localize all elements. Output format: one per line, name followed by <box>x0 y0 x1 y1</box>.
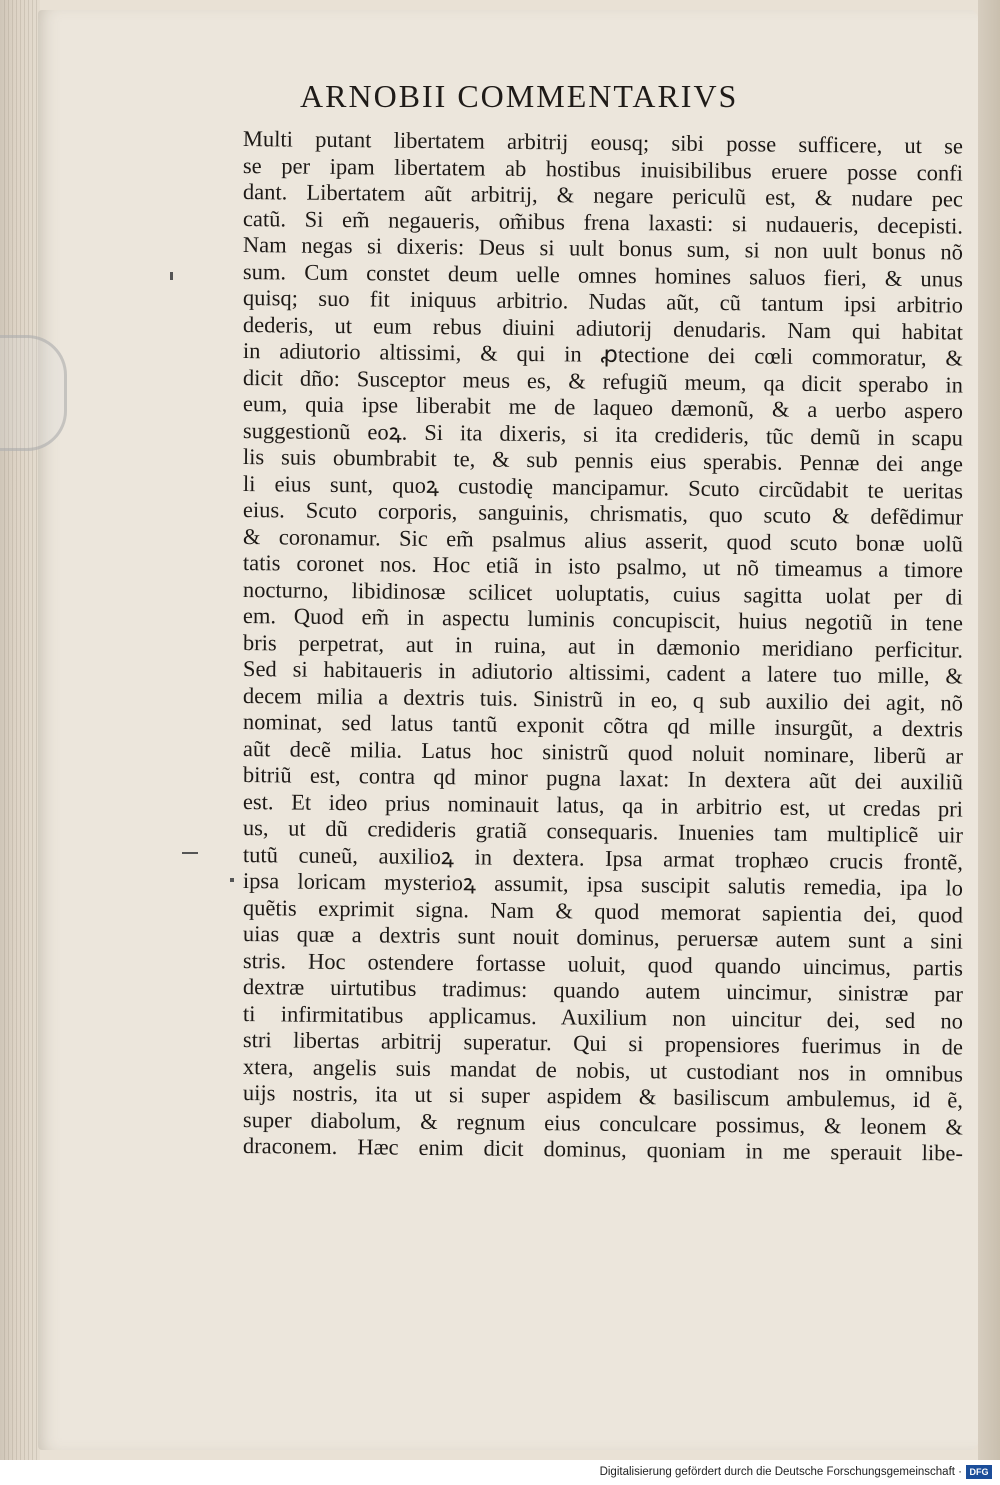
text-line: super diabolum, & regnum eius conculcare possimus, & leonem & <box>242 1106 964 1140</box>
footer-credit: Digitalisierung gefördert durch die Deutsche Forschungsgemeinschaft · <box>599 1466 962 1478</box>
text-line: catũ. Si em̃ negaueris, om̃ibus frena laxasti: si nudaueris, decepisti. <box>242 205 964 239</box>
text-line: Multi putant libertatem arbitrij eousq; sibi posse sufficere, ut se <box>242 126 964 159</box>
text-line: uias quæ a dextris sunt nouit dominus, peruersæ autem sunt a sini <box>242 921 964 954</box>
text-line: se per ipam libertatem ab hostibus inuisibilibus eruere posse confi <box>242 152 964 186</box>
text-line: est. Et ideo prius nominauit latus, qa in arbitrio est, ut credas pri <box>242 788 964 822</box>
text-line: draconem. Hæc enim dicit dominus, quoniam in me sperauit libe- <box>242 1133 964 1166</box>
text-line: tatis coronet nos. Hoc etiã in isto psalmo, ut nõ timeamus a timore <box>242 550 964 583</box>
text-line: li eius sunt, quoꝝ custodię mancipamur. Scuto circũdabit te ueritas <box>242 470 964 504</box>
text-line: decem milia a dextris tuis. Sinistrũ in eo, q sub auxilio dei agit, nõ <box>242 682 964 716</box>
text-line: em. Quod em̃ in aspectu luminis concupiscit, huius negotiũ in tene <box>242 603 964 636</box>
running-header: ARNOBII COMMENTARIVS <box>300 78 739 114</box>
dfg-logo: DFG <box>966 1465 992 1479</box>
text-line: bris perpetrat, aut in ruina, aut in dæmonio meridiano perficitur. <box>242 629 964 663</box>
text-line: uijs nostris, ita ut si super aspidem & basiliscum ambulemus, id ẽ, <box>242 1080 964 1113</box>
text-line: quisq; suo fit iniquus arbitrio. Nudas aũt, cũ tantum ipsi arbitrio <box>242 285 964 318</box>
text-line: xtera, angelis suis mandat de nobis, ut custodiant nos in omnibus <box>242 1053 964 1087</box>
margin-mark <box>182 852 198 854</box>
text-line: nominat, sed latus tantũ exponit cõtra qd mille insurgũt, a dextris <box>242 709 964 742</box>
text-line: dant. Libertatem aũt arbitrij, & negare periculũ est, & nudare pec <box>242 179 964 212</box>
text-block <box>242 126 964 1166</box>
text-line: in adiutorio altissimi, & qui in ꝓtectione dei cœli commoratur, & <box>242 338 964 371</box>
text-line: stri libertas arbitrij superatur. Qui si propensiores fuerimus in de <box>242 1027 964 1060</box>
text-line: sum. Cum constet deum uelle omnes homines saluos fieri, & unus <box>242 258 964 292</box>
text-line: tutũ cuneũ, auxilioꝝ in dextera. Ipsa armat trophæo crucis frontẽ, <box>242 841 964 875</box>
page-clip-icon <box>0 335 67 451</box>
text-line: dicit dño: Susceptor meus es, & refugiũ meum, qa dicit sperabo in <box>242 364 964 398</box>
text-line: & coronamur. Sic em̃ psalmus alius asserit, quod scuto bonæ uolũ <box>242 523 964 557</box>
text-line: nocturno, libidinosæ scilicet uoluptatis, cuius sagitta uolat per di <box>242 576 964 610</box>
text-line: dederis, ut eum rebus diuini adiutorij denudaris. Nam qui habitat <box>242 311 964 345</box>
margin-mark <box>170 272 173 280</box>
text-line: Sed si habitaueris in adiutorio altissimi, cadent a latere tuo mille, & <box>242 656 964 689</box>
page-stack-texture <box>4 0 38 1460</box>
text-line: stris. Hoc ostendere fortasse uoluit, quod quando uincimus, partis <box>242 947 964 981</box>
text-line: quẽtis exprimit signa. Nam & quod memorat sapientia dei, quod <box>242 894 964 928</box>
text-line: eum, quia ipse liberabit me de laqueo dæmonũ, & a uerbo aspero <box>242 391 964 424</box>
margin-mark <box>230 878 234 882</box>
right-page-edge <box>978 0 1000 1460</box>
text-line: dextræ uirtutibus tradimus: quando autem uincimur, sinistræ par <box>242 974 964 1007</box>
text-line: ti infirmitatibus applicamus. Auxilium non uincitur dei, sed no <box>242 1000 964 1034</box>
text-line: suggestionũ eoꝝ. Si ita dixeris, si ita credideris, tũc demũ in scapu <box>242 417 964 451</box>
text-line: eius. Scuto corporis, sanguinis, chrismatis, quo scuto & defẽdimur <box>242 497 964 530</box>
text-line: bitriũ est, contra qd minor pugna laxat: In dextera aũt dei auxiliũ <box>242 762 964 795</box>
text-line: us, ut dũ credideris gratiã consequaris. Inuenies tam multiplicẽ uir <box>242 815 964 848</box>
text-line: ipsa loricam mysterioꝝ assumit, ipsa suscipit salutis remedia, ipa lo <box>242 868 964 901</box>
text-line: aũt decẽ milia. Latus hoc sinistrũ quod noluit nominare, liberũ ar <box>242 735 964 769</box>
text-line: lis suis obumbrabit te, & sub pennis eius sperabis. Pennæ dei ange <box>242 444 964 477</box>
text-line: Nam negas si dixeris: Deus si uult bonus sum, si non uult bonus nõ <box>242 232 964 265</box>
